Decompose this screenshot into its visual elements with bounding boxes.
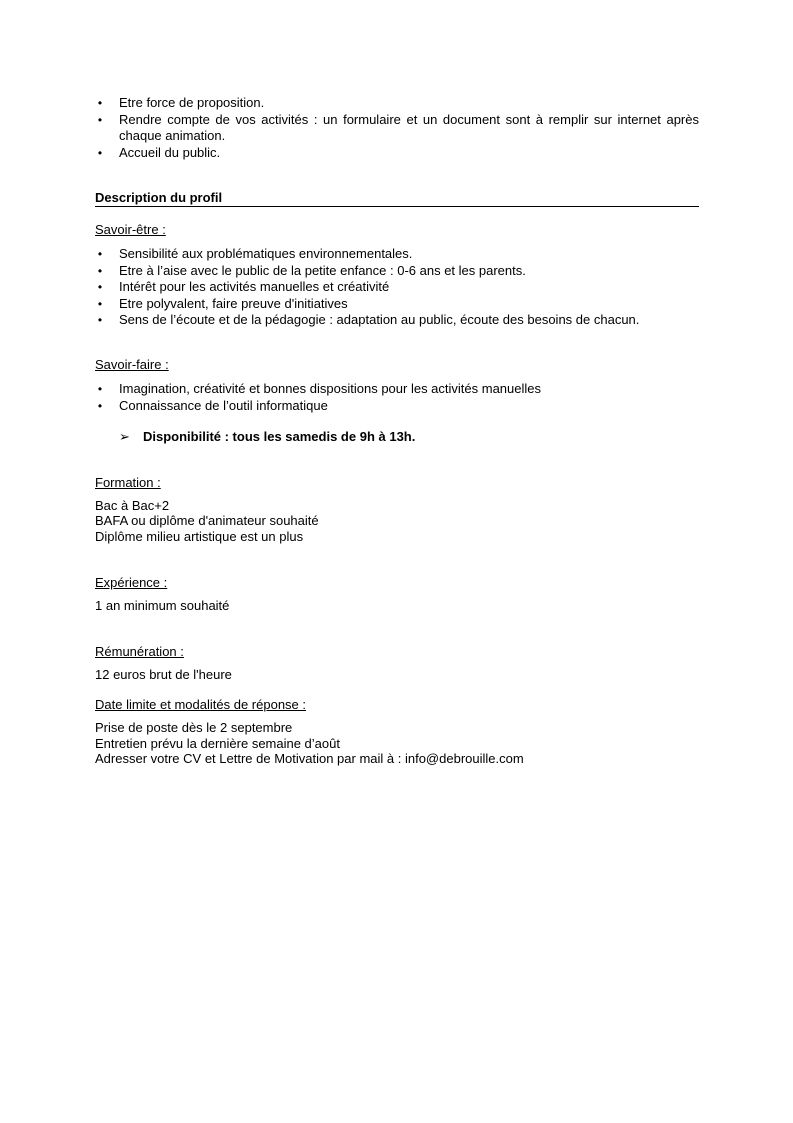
savoir-faire-title: Savoir-faire : (95, 357, 169, 372)
availability-text: Disponibilité : tous les samedis de 9h à 13h. (143, 429, 416, 444)
experience-line: 1 an minimum souhaité (95, 598, 230, 613)
list-item (95, 263, 699, 280)
list-item (95, 246, 699, 263)
bullet-icon: • (97, 112, 103, 127)
list-item (95, 398, 699, 415)
list-item-text: Imagination, créativité et bonnes dispositions pour les activités manuelles (119, 381, 542, 396)
bullet-icon: • (97, 96, 103, 110)
bullet-icon: • (97, 280, 103, 294)
list-item-text: Etre polyvalent, faire preuve d'initiatives (119, 295, 348, 311)
heading-divider (95, 206, 699, 207)
profile-heading: Description du profil (95, 190, 223, 205)
deadline-line: Entretien prévu la dernière semaine d’août (95, 736, 340, 751)
experience-title: Expérience : (95, 575, 168, 590)
savoir-etre-list (95, 246, 699, 329)
list-item (95, 145, 699, 162)
savoir-etre-title: Savoir-être : (95, 222, 166, 237)
list-item-text: Sensibilité aux problématiques environnementales. (119, 246, 413, 261)
remuneration-line: 12 euros brut de l'heure (95, 667, 232, 682)
remuneration-title: Rémunération : (95, 644, 184, 659)
deadline-line: Adresser votre CV et Lettre de Motivation par mail à : info@debrouille.com (95, 751, 524, 766)
formation-title: Formation : (95, 475, 161, 490)
availability-item (119, 429, 415, 445)
list-item-text: Connaissance de l’outil informatique (119, 397, 328, 413)
savoir-faire-list (95, 381, 699, 414)
list-item-text: Intérêt pour les activités manuelles et créativité (119, 279, 390, 294)
responsibilities-list (95, 95, 699, 161)
deadline-title: Date limite et modalités de réponse : (95, 697, 306, 712)
arrow-bullet-icon: ➢ (119, 429, 130, 444)
list-item (95, 296, 699, 313)
bullet-icon: • (97, 296, 103, 311)
bullet-icon: • (97, 313, 103, 327)
list-item (95, 112, 699, 145)
list-item (95, 312, 699, 329)
bullet-icon: • (97, 398, 103, 413)
bullet-icon: • (97, 247, 103, 261)
list-item (95, 95, 699, 112)
formation-line: Bac à Bac+2 (95, 498, 170, 513)
deadline-line: Prise de poste dès le 2 septembre (95, 720, 293, 735)
list-item-text: Rendre compte de vos activités : un formulaire et un document sont à remplir sur internet après chaque animation. (119, 111, 699, 143)
bullet-icon: • (97, 382, 103, 396)
formation-line: Diplôme milieu artistique est un plus (95, 529, 304, 544)
list-item-text: Etre à l’aise avec le public de la petite enfance : 0-6 ans et les parents. (119, 262, 526, 278)
bullet-icon: • (97, 145, 103, 160)
formation-line: BAFA ou diplôme d'animateur souhaité (95, 513, 319, 528)
list-item-text: Etre force de proposition. (119, 95, 265, 110)
list-item (95, 279, 699, 296)
list-item-text: Sens de l’écoute et de la pédagogie : adaptation au public, écoute des besoins de chacun. (119, 312, 640, 327)
list-item (95, 381, 699, 398)
list-item-text: Accueil du public. (119, 144, 221, 160)
bullet-icon: • (97, 263, 103, 278)
